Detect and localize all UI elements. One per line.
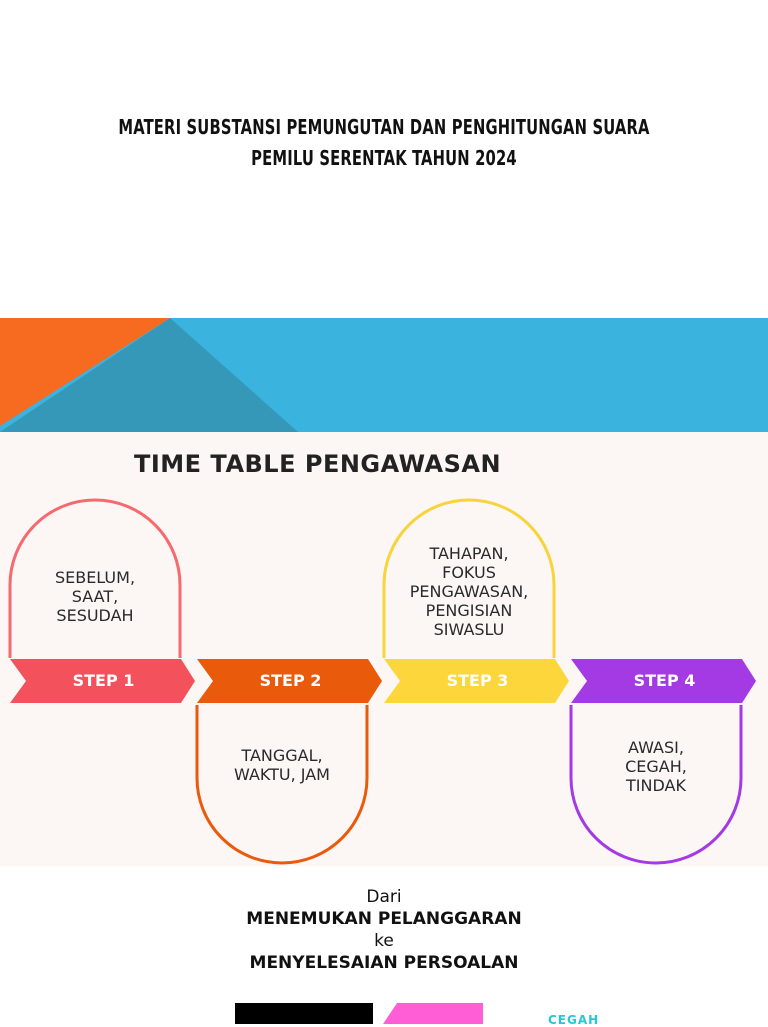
document-title-line-1: MATERI SUBSTANSI PEMUNGUTAN DAN PENGHITUNGAN SUARA	[118, 115, 650, 139]
document-title-line-2: PEMILU SERENTAK TAHUN 2024	[251, 146, 517, 170]
cegah-label: CEGAH	[548, 1013, 600, 1027]
step-4-text: AWASI, CEGAH, TINDAK	[625, 738, 687, 795]
step-2-label: STEP 2	[259, 671, 322, 690]
pink-arrow-shape	[383, 1003, 483, 1024]
bottom-line-menemukan: MENEMUKAN PELANGGARAN	[246, 909, 522, 929]
step-3-label: STEP 3	[446, 671, 509, 690]
step-2-text: TANGGAL, WAKTU, JAM	[234, 746, 330, 784]
bottom-heading	[0, 886, 768, 974]
step-3-text: TAHAPAN, FOKUS PENGAWASAN, PENGISIAN SIWASLU	[409, 544, 529, 639]
bottom-line-menyelesaian: MENYELESAIAN PERSOALAN	[249, 953, 519, 973]
bottom-line-ke: ke	[374, 931, 394, 951]
bottom-line-dari: Dari	[366, 887, 402, 907]
step-1-text: SEBELUM, SAAT, SESUDAH	[54, 568, 136, 625]
step-4-label: STEP 4	[633, 671, 696, 690]
black-block	[235, 1003, 373, 1024]
timeline-title: TIME TABLE PENGAWASAN	[134, 450, 502, 478]
step-1-label: STEP 1	[72, 671, 135, 690]
